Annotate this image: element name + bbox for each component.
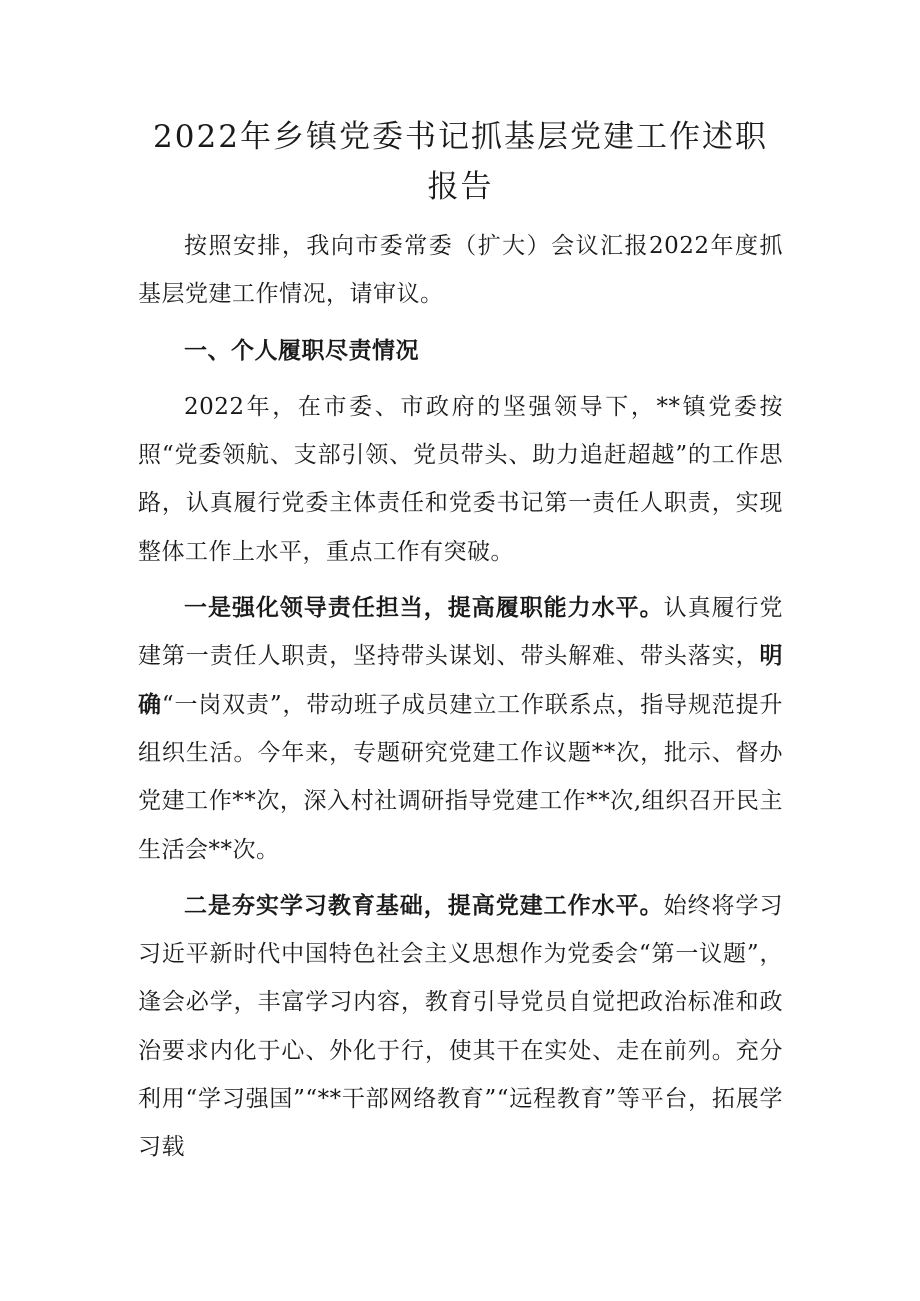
- point-one-text-b: “一岗双责”，带动班子成员建立工作联系点，指导规范提升组织生活。今年来，专题研究党建工作议题**次，批示、督办党建工作**次，深入村社调研指导党建工作**次,组织召开民主生活会**次。: [138, 691, 783, 863]
- point-two-text: 始终将学习习近平新时代中国特色社会主义思想作为党委会“第一议题”，逢会必学，丰富学习内容，教育引导党员自觉把政治标准和政治要求内化于心、外化于行，使其干在实处、走在前列。充分利用“学习强国”“**干部网络教育”“远程教育”等平台，拓展学习载: [138, 892, 784, 1161]
- document-body: [138, 222, 783, 1180]
- point-one-text-a: 认真履行党建第一责任人职责，坚持带头谋划、带头解难、带头落实，: [138, 595, 784, 670]
- section-heading: 一、个人履职尽责情况: [184, 337, 419, 364]
- point-two-paragraph: [138, 882, 783, 1172]
- overview-paragraph: 2022年，在市委、市政府的坚强领导下，**镇党委按照“党委领航、支部引领、党员带头、助力追赶超越”的工作思路，认真履行党委主体责任和党委书记第一责任人职责，实现整体工作上水平，重点工作有突破。: [138, 393, 783, 565]
- point-one-paragraph: [138, 584, 783, 874]
- point-two-lead: 二是夯实学习教育基础，提高党建工作水平。: [184, 892, 664, 919]
- intro-paragraph: 按照安排，我向市委常委（扩大）会议汇报2022年度抓基层党建工作情况，请审议。: [138, 233, 783, 308]
- title-line-2: 报告: [427, 169, 494, 205]
- title-line-1: 2022年乡镇党委书记抓基层党建工作述职: [153, 119, 768, 155]
- document-title: [138, 112, 783, 212]
- point-one-strong: 明确: [138, 643, 783, 718]
- point-one-lead: 一是强化领导责任担当，提高履职能力水平。: [184, 595, 664, 622]
